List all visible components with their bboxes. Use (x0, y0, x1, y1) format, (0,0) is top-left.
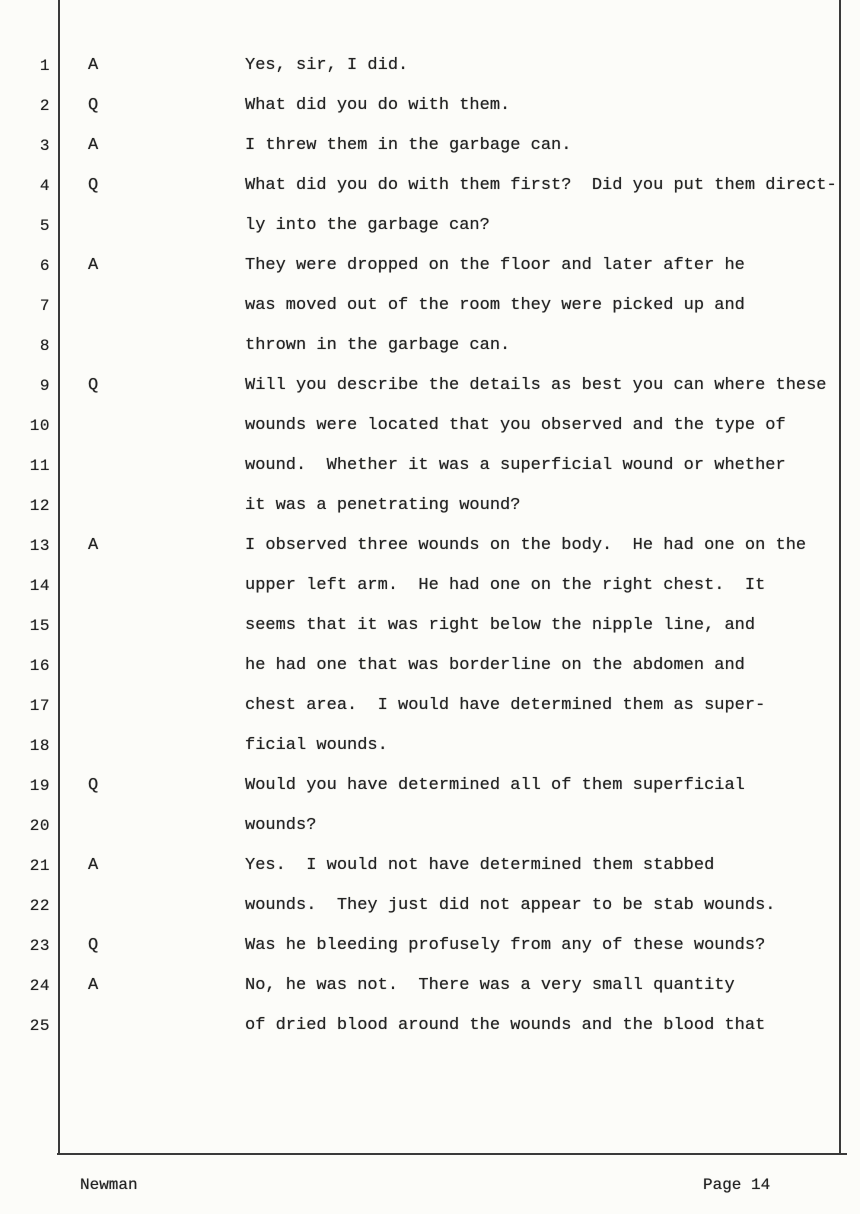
line-number: 9 (39, 377, 50, 395)
line-number: 6 (39, 257, 50, 275)
line-text: was moved out of the room they were picked up and (245, 296, 745, 315)
line-number: 24 (29, 977, 50, 995)
line-text: thrown in the garbage can. (245, 336, 511, 355)
page-footer (0, 1172, 860, 1198)
line-number: 4 (39, 177, 50, 195)
speaker-marker: A (88, 856, 99, 875)
line-number: 13 (29, 537, 50, 555)
line-number: 25 (29, 1017, 50, 1035)
line-number: 19 (29, 777, 50, 795)
transcript-line (0, 646, 860, 686)
line-text: Was he bleeding profusely from any of these wounds? (245, 936, 766, 955)
line-number: 2 (39, 97, 50, 115)
line-number: 1 (39, 57, 50, 75)
speaker-marker: A (88, 256, 99, 275)
line-text: ficial wounds. (245, 736, 388, 755)
footer-page-number: Page 14 (703, 1176, 771, 1194)
transcript-line (0, 686, 860, 726)
speaker-marker: Q (88, 776, 99, 795)
line-number: 3 (39, 137, 50, 155)
speaker-marker: Q (88, 96, 99, 115)
transcript-line (0, 166, 860, 206)
line-number: 12 (29, 497, 50, 515)
line-number: 23 (29, 937, 50, 955)
speaker-marker: Q (88, 176, 99, 195)
line-text: chest area. I would have determined them as super- (245, 696, 766, 715)
line-number: 10 (29, 417, 50, 435)
line-text: Yes. I would not have determined them stabbed (245, 856, 715, 875)
line-text: wounds? (245, 816, 317, 835)
line-number: 16 (29, 657, 50, 675)
transcript-line (0, 366, 860, 406)
line-number: 11 (29, 457, 50, 475)
transcript-line (0, 566, 860, 606)
line-text: it was a penetrating wound? (245, 496, 521, 515)
transcript-line (0, 246, 860, 286)
line-number: 21 (29, 857, 50, 875)
line-text: ly into the garbage can? (245, 216, 490, 235)
transcript-line (0, 126, 860, 166)
line-text: I observed three wounds on the body. He had one on the (245, 536, 807, 555)
speaker-marker: Q (88, 936, 99, 955)
transcript-line (0, 46, 860, 86)
transcript-line (0, 486, 860, 526)
transcript-line (0, 406, 860, 446)
transcript-line (0, 726, 860, 766)
line-text: Would you have determined all of them superficial (245, 776, 745, 795)
speaker-marker: A (88, 536, 99, 555)
transcript-line (0, 806, 860, 846)
transcript-line (0, 886, 860, 926)
speaker-marker: Q (88, 376, 99, 395)
transcript-line (0, 846, 860, 886)
line-number: 18 (29, 737, 50, 755)
line-text: What did you do with them. (245, 96, 511, 115)
line-number: 5 (39, 217, 50, 235)
transcript-line (0, 966, 860, 1006)
line-text: Will you describe the details as best you can where these (245, 376, 827, 395)
line-number: 15 (29, 617, 50, 635)
line-number: 8 (39, 337, 50, 355)
transcript-line (0, 926, 860, 966)
line-number: 7 (39, 297, 50, 315)
speaker-marker: A (88, 976, 99, 995)
line-text: he had one that was borderline on the abdomen and (245, 656, 745, 675)
line-number: 17 (29, 697, 50, 715)
line-text: What did you do with them first? Did you put them direct- (245, 176, 837, 195)
footer-witness-name: Newman (80, 1176, 138, 1194)
transcript-line (0, 526, 860, 566)
line-text: upper left arm. He had one on the right chest. It (245, 576, 766, 595)
line-number: 22 (29, 897, 50, 915)
line-text: seems that it was right below the nipple line, and (245, 616, 756, 635)
line-number: 20 (29, 817, 50, 835)
transcript-line (0, 86, 860, 126)
line-text: wounds. They just did not appear to be stab wounds. (245, 896, 776, 915)
line-number: 14 (29, 577, 50, 595)
line-text: They were dropped on the floor and later after he (245, 256, 745, 275)
speaker-marker: A (88, 56, 99, 75)
transcript-line (0, 286, 860, 326)
line-text: wound. Whether it was a superficial wound or whether (245, 456, 786, 475)
page-border-bottom-rule (57, 1153, 847, 1155)
line-text: Yes, sir, I did. (245, 56, 409, 75)
speaker-marker: A (88, 136, 99, 155)
line-text: I threw them in the garbage can. (245, 136, 572, 155)
transcript-line (0, 206, 860, 246)
transcript-line (0, 1006, 860, 1046)
line-text: wounds were located that you observed and the type of (245, 416, 786, 435)
transcript-line (0, 606, 860, 646)
transcript-line (0, 446, 860, 486)
line-text: of dried blood around the wounds and the blood that (245, 1016, 766, 1035)
transcript-body (0, 46, 860, 1046)
line-text: No, he was not. There was a very small quantity (245, 976, 735, 995)
transcript-line (0, 326, 860, 366)
transcript-line (0, 766, 860, 806)
